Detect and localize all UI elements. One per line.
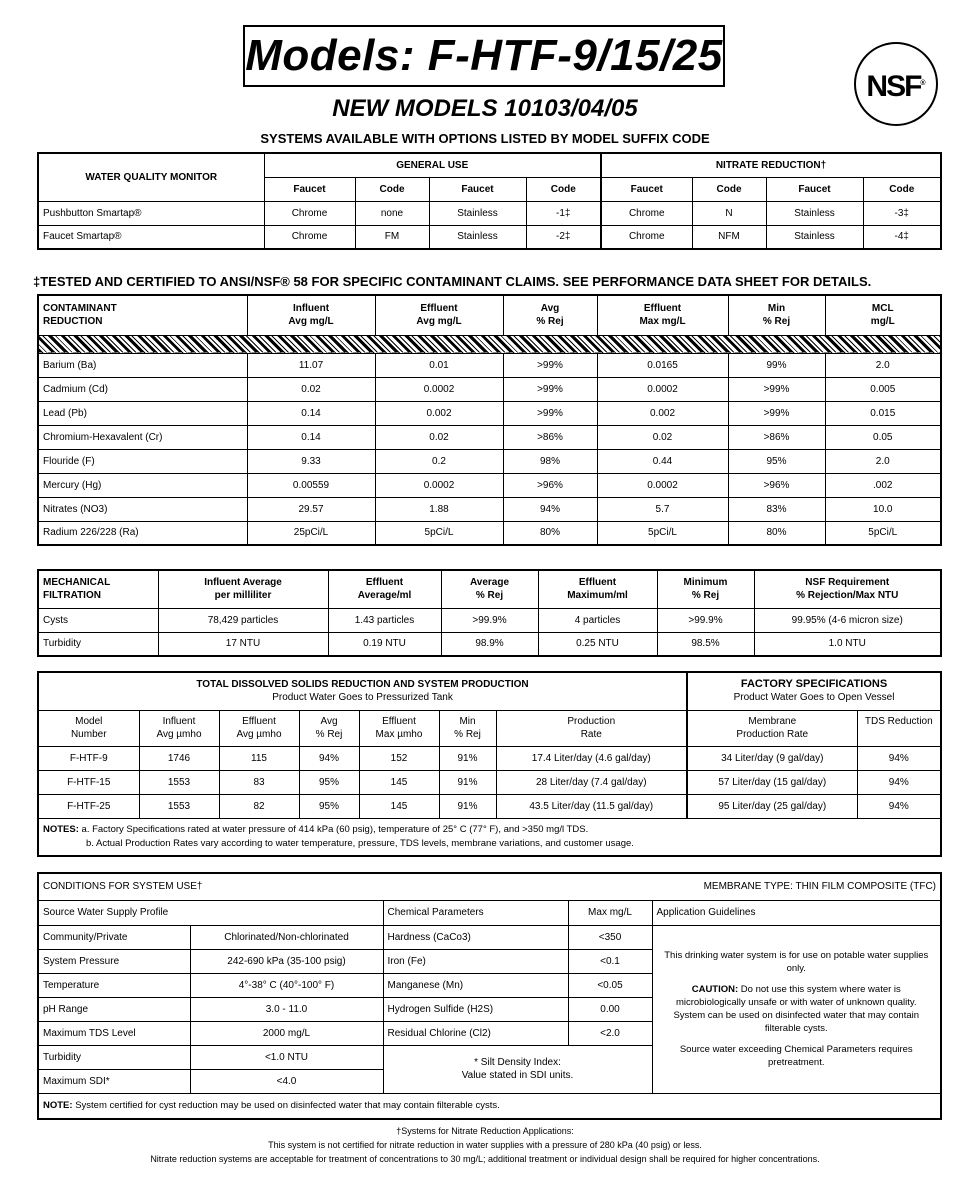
note-label: NOTE:	[43, 1100, 73, 1112]
application-guidelines	[652, 925, 941, 1093]
header-cell	[38, 570, 158, 608]
app-caution	[663, 983, 931, 1035]
cell: Stainless	[766, 201, 863, 225]
header-line-1: Effluent	[643, 303, 682, 315]
cell: 3.0 - 11.0	[190, 997, 383, 1021]
header-line-1: Influent	[292, 303, 330, 315]
cell: 5pCi/L	[597, 521, 728, 545]
cell: <350	[568, 925, 652, 949]
cell: pH Range	[38, 997, 190, 1021]
cell: 94%	[503, 497, 597, 521]
header-line-1: Influent	[162, 716, 196, 727]
header-line-2: % Rej	[315, 729, 343, 740]
table-row	[38, 225, 941, 249]
footer-line-2: This system is not certified for nitrate reduction in water supplies with a pressure of 280 kPa (40 psig) or less.	[268, 1140, 702, 1150]
cell: Nitrates (NO3)	[38, 497, 247, 521]
cell: Lead (Pb)	[38, 401, 247, 425]
table-row	[38, 770, 941, 794]
cell: -4‡	[863, 225, 941, 249]
header-cell	[657, 570, 754, 608]
cell: Stainless	[429, 201, 526, 225]
cell: >86%	[728, 425, 825, 449]
cell: -2‡	[526, 225, 601, 249]
cell: 98.5%	[657, 632, 754, 656]
header-line-1: Influent Average	[204, 577, 282, 589]
cell: Hardness (CaCo3)	[383, 925, 568, 949]
header-line-2: % Rej	[454, 729, 481, 740]
header-line-1: Effluent	[578, 577, 617, 589]
cell: F-HTF-15	[38, 770, 139, 794]
note-a: a. Factory Specifications rated at water pressure of 414 kPa (60 psig), temperature of 25° C (77° F), and >350 mg/l TDS.	[81, 823, 589, 835]
cell: 95%	[728, 449, 825, 473]
header-cell	[247, 295, 375, 335]
cell: <2.0	[568, 1021, 652, 1045]
source-header: Source Water Supply Profile	[38, 900, 383, 925]
cell: Faucet Smartap®	[38, 225, 264, 249]
tds-title-cell	[38, 672, 687, 710]
cell: 4 particles	[538, 608, 657, 632]
cell: Turbidity	[38, 1045, 190, 1069]
cell: Iron (Fe)	[383, 949, 568, 973]
cell: 0.0165	[597, 353, 728, 377]
header-line-1: CONTAMINANT	[43, 303, 117, 315]
cell: 0.005	[825, 377, 941, 401]
cell: <0.05	[568, 973, 652, 997]
cell: 43.5 Liter/day (11.5 gal/day)	[496, 794, 687, 818]
cell: 4°-38° C (40°-100° F)	[190, 973, 383, 997]
header-line-1: MCL	[871, 303, 894, 315]
cell: >99.9%	[441, 608, 538, 632]
cell: 0.0002	[375, 473, 503, 497]
sdi-note-2: Value stated in SDI units.	[461, 1070, 574, 1081]
cell: Radium 226/228 (Ra)	[38, 521, 247, 545]
page-title: Models: F-HTF-9/15/25	[243, 25, 725, 87]
tds-table	[37, 671, 942, 857]
general-use-header: GENERAL USE	[264, 153, 601, 177]
sub-header: Code	[355, 177, 429, 201]
cell: 95 Liter/day (25 gal/day)	[687, 794, 857, 818]
cell: 99.95% (4-6 micron size)	[754, 608, 941, 632]
header-cell	[441, 570, 538, 608]
cell: Mercury (Hg)	[38, 473, 247, 497]
cell: 80%	[728, 521, 825, 545]
header-cell	[328, 570, 441, 608]
header-cell	[439, 710, 496, 746]
header-cell	[687, 710, 857, 746]
cell: 1.43 particles	[328, 608, 441, 632]
header-line-2: per milliliter	[214, 590, 272, 602]
notes-label: NOTES:	[43, 823, 79, 835]
cell: 0.2	[375, 449, 503, 473]
cell: Maximum TDS Level	[38, 1021, 190, 1045]
header-line-2: Max µmho	[375, 729, 423, 740]
caution-label: CAUTION:	[691, 984, 739, 995]
header-cell	[299, 710, 359, 746]
cell: 0.02	[247, 377, 375, 401]
factory-title-cell	[687, 672, 941, 710]
tds-notes	[38, 818, 941, 856]
sub-header: Faucet	[766, 177, 863, 201]
cell: 0.25 NTU	[538, 632, 657, 656]
app-text-2: Source water exceeding Chemical Parameters requires pretreatment.	[679, 1044, 913, 1068]
header-line-1: NSF Requirement	[805, 577, 890, 589]
cell: 145	[359, 770, 439, 794]
table-row	[38, 925, 941, 949]
hatched-divider	[38, 335, 941, 353]
cell: Maximum SDI*	[38, 1069, 190, 1093]
header-line-1: Average	[469, 577, 510, 589]
header-cell	[375, 295, 503, 335]
header-line-1: Membrane	[748, 716, 797, 727]
sub-header: Faucet	[601, 177, 692, 201]
cell: 91%	[439, 794, 496, 818]
cell: >99%	[503, 353, 597, 377]
header-cell	[597, 295, 728, 335]
nsf-logo-text: NSF	[866, 70, 921, 103]
footer-line-1: †Systems for Nitrate Reduction Applications:	[396, 1126, 574, 1136]
cell: 10.0	[825, 497, 941, 521]
factory-subtitle: Product Water Goes to Open Vessel	[733, 692, 895, 704]
header-line-2: % Rej	[475, 590, 504, 602]
cell: >99%	[503, 401, 597, 425]
header-line-2: % Rej	[536, 316, 564, 328]
cell: Stainless	[766, 225, 863, 249]
cell: 78,429 particles	[158, 608, 328, 632]
cell: N	[692, 201, 766, 225]
factory-title: FACTORY SPECIFICATIONS	[740, 678, 888, 691]
cell: 5.7	[597, 497, 728, 521]
table-row	[38, 608, 941, 632]
header-cell	[754, 570, 941, 608]
cell: >86%	[503, 425, 597, 449]
cell: Turbidity	[38, 632, 158, 656]
cell: Chrome	[264, 201, 355, 225]
caution-text: Do not use this system where water is microbiologically unsafe or with water of unknown quality. System can be used on disinfected water that may contain filterable cysts.	[673, 984, 920, 1034]
cell: .002	[825, 473, 941, 497]
header-line-1: Model	[75, 716, 103, 727]
header-line-1: Avg	[540, 303, 560, 315]
cell: 145	[359, 794, 439, 818]
header-cell: TDS Reduction	[857, 710, 941, 746]
cell: 1.0 NTU	[754, 632, 941, 656]
cell: Chlorinated/Non-chlorinated	[190, 925, 383, 949]
header-line-2: Avg µmho	[236, 729, 282, 740]
cell: FM	[355, 225, 429, 249]
header-cell	[728, 295, 825, 335]
cell: Chrome	[601, 225, 692, 249]
header-cell	[503, 295, 597, 335]
monitor-corner: WATER QUALITY MONITOR	[38, 153, 264, 201]
cell: 29.57	[247, 497, 375, 521]
conditions-title: CONDITIONS FOR SYSTEM USE†	[43, 881, 203, 893]
cell: 17 NTU	[158, 632, 328, 656]
header-line-1: Effluent	[420, 303, 458, 315]
cell: Flouride (F)	[38, 449, 247, 473]
sub-header: Faucet	[264, 177, 355, 201]
cell: 11.07	[247, 353, 375, 377]
note-b: b. Actual Production Rates vary according to water temperature, pressure, TDS levels, membrane variations, and customer usage.	[86, 837, 634, 849]
cell: -1‡	[526, 201, 601, 225]
cell: 94%	[857, 794, 941, 818]
header-line-2: FILTRATION	[43, 590, 101, 602]
cell: >99%	[728, 401, 825, 425]
cell: 152	[359, 746, 439, 770]
table-row	[38, 201, 941, 225]
header-line-2: % Rejection/Max NTU	[796, 590, 899, 602]
cell: 0.14	[247, 401, 375, 425]
table-row	[38, 632, 941, 656]
cell: >96%	[728, 473, 825, 497]
cell: Cadmium (Cd)	[38, 377, 247, 401]
app-text-1: This drinking water system is for use on potable water supplies only.	[664, 950, 929, 974]
header-line-2: Avg mg/L	[416, 316, 462, 328]
table-row	[38, 746, 941, 770]
cell: -3‡	[863, 201, 941, 225]
sdi-note	[383, 1045, 652, 1093]
cell: 82	[219, 794, 299, 818]
header-line-2: Production Rate	[736, 729, 809, 740]
header-line-2: % Rej	[762, 316, 791, 328]
footer-line-3: Nitrate reduction systems are acceptable for treatment of concentrations to 30 mg/L; additional treatment or individual design shall be required for higher concentrations.	[150, 1154, 820, 1164]
header-line-1: Effluent	[242, 716, 276, 727]
sdi-note-1: * Silt Density Index:	[474, 1057, 561, 1068]
header-row	[38, 295, 941, 335]
cell: Hydrogen Sulfide (H2S)	[383, 997, 568, 1021]
header-cell	[538, 570, 657, 608]
header-cell	[38, 295, 247, 335]
cell: 9.33	[247, 449, 375, 473]
cell: 2.0	[825, 353, 941, 377]
header-cell	[219, 710, 299, 746]
header-line-1: Production	[567, 716, 616, 727]
cell: 94%	[857, 770, 941, 794]
cell: >99.9%	[657, 608, 754, 632]
header-row	[38, 710, 941, 746]
header-line-1: Min	[459, 716, 476, 727]
cell: 1553	[139, 770, 219, 794]
header-row	[38, 570, 941, 608]
cell: Manganese (Mn)	[383, 973, 568, 997]
conditions-table	[37, 872, 942, 1120]
header-line-1: Effluent	[382, 716, 416, 727]
cell: 17.4 Liter/day (4.6 gal/day)	[496, 746, 687, 770]
header-line-1: MECHANICAL	[43, 577, 111, 589]
nitrate-header: NITRATE REDUCTION†	[601, 153, 941, 177]
membrane-type: MEMBRANE TYPE: THIN FILM COMPOSITE (TFC)	[703, 881, 937, 893]
cell: 83%	[728, 497, 825, 521]
cell: 0.44	[597, 449, 728, 473]
table-row	[38, 449, 941, 473]
nsf-logo: NSF®	[854, 42, 938, 126]
cell: 0.002	[375, 401, 503, 425]
sub-header: Code	[526, 177, 601, 201]
options-heading: SYSTEMS AVAILABLE WITH OPTIONS LISTED BY MODEL SUFFIX CODE	[260, 131, 710, 146]
cell: 0.0002	[597, 377, 728, 401]
mechanical-table	[37, 569, 942, 657]
table-row	[38, 401, 941, 425]
header-line-1: Min	[767, 303, 786, 315]
header-line-1: Minimum	[683, 577, 728, 589]
cell: 34 Liter/day (9 gal/day)	[687, 746, 857, 770]
cell: 2.0	[825, 449, 941, 473]
table-row	[38, 794, 941, 818]
cell: 0.00	[568, 997, 652, 1021]
cell: 115	[219, 746, 299, 770]
header-line-2: Avg µmho	[156, 729, 202, 740]
cell: 5pCi/L	[825, 521, 941, 545]
cell: Chrome	[264, 225, 355, 249]
cell: 1.88	[375, 497, 503, 521]
sub-header: Faucet	[429, 177, 526, 201]
cell: 242-690 kPa (35-100 psig)	[190, 949, 383, 973]
header-line-1: Effluent	[365, 577, 404, 589]
cell: 0.14	[247, 425, 375, 449]
cell: 0.002	[597, 401, 728, 425]
header-cell	[158, 570, 328, 608]
app-header: Application Guidelines	[652, 900, 941, 925]
cell: F-HTF-25	[38, 794, 139, 818]
cell: 28 Liter/day (7.4 gal/day)	[496, 770, 687, 794]
header-cell	[825, 295, 941, 335]
header-line-2: Rate	[580, 729, 602, 740]
cell: >99%	[503, 377, 597, 401]
cell: 95%	[299, 794, 359, 818]
header-line-2: Number	[70, 729, 107, 740]
cell: none	[355, 201, 429, 225]
table-row	[38, 425, 941, 449]
header-line-2: Average/ml	[357, 590, 412, 602]
cell: NFM	[692, 225, 766, 249]
cell: Community/Private	[38, 925, 190, 949]
header-line-2: Maximum/ml	[567, 590, 628, 602]
cell: 0.02	[375, 425, 503, 449]
header-line-2: Avg mg/L	[288, 316, 334, 328]
table-row	[38, 521, 941, 545]
cell: 1553	[139, 794, 219, 818]
cell: >96%	[503, 473, 597, 497]
cell: 94%	[857, 746, 941, 770]
header-cell	[38, 710, 139, 746]
cell: 0.0002	[375, 377, 503, 401]
contaminant-table	[37, 294, 942, 546]
cell: Cysts	[38, 608, 158, 632]
max-header: Max mg/L	[568, 900, 652, 925]
conditions-title-row	[38, 873, 941, 900]
cell: >99%	[728, 377, 825, 401]
cell: 0.0002	[597, 473, 728, 497]
cell: 0.015	[825, 401, 941, 425]
header-cell	[359, 710, 439, 746]
sub-header: Code	[692, 177, 766, 201]
cell: 1746	[139, 746, 219, 770]
new-models-heading: NEW MODELS 10103/04/05	[332, 95, 638, 122]
cell: 0.01	[375, 353, 503, 377]
sub-header: Code	[863, 177, 941, 201]
table-row	[38, 497, 941, 521]
cell: 0.00559	[247, 473, 375, 497]
cell: Pushbutton Smartap®	[38, 201, 264, 225]
tds-title: TOTAL DISSOLVED SOLIDS REDUCTION AND SYSTEM PRODUCTION	[196, 679, 529, 691]
header-line-2: mg/L	[870, 316, 895, 328]
cell: 91%	[439, 746, 496, 770]
cell: Chromium-Hexavalent (Cr)	[38, 425, 247, 449]
cell: 98%	[503, 449, 597, 473]
cell: 95%	[299, 770, 359, 794]
cell: 57 Liter/day (15 gal/day)	[687, 770, 857, 794]
cell: 0.05	[825, 425, 941, 449]
cell: Chrome	[601, 201, 692, 225]
header-cell	[496, 710, 687, 746]
cell: Temperature	[38, 973, 190, 997]
cell: 25pCi/L	[247, 521, 375, 545]
table-row	[38, 353, 941, 377]
cell: 94%	[299, 746, 359, 770]
cell: <1.0 NTU	[190, 1045, 383, 1069]
cell: 0.02	[597, 425, 728, 449]
table-row	[38, 377, 941, 401]
cell: 5pCi/L	[375, 521, 503, 545]
cell: 83	[219, 770, 299, 794]
note-text: System certified for cyst reduction may be used on disinfected water that may contain filterable cysts.	[72, 1100, 500, 1112]
cell: Stainless	[429, 225, 526, 249]
header-cell	[139, 710, 219, 746]
cell: 91%	[439, 770, 496, 794]
chem-header: Chemical Parameters	[383, 900, 568, 925]
cell: Barium (Ba)	[38, 353, 247, 377]
conditions-note	[38, 1093, 941, 1119]
cell: 2000 mg/L	[190, 1021, 383, 1045]
cell: System Pressure	[38, 949, 190, 973]
header-line-2: % Rej	[691, 590, 720, 602]
cell: 80%	[503, 521, 597, 545]
certification-line: ‡TESTED AND CERTIFIED TO ANSI/NSF® 58 FOR SPECIFIC CONTAMINANT CLAIMS. SEE PERFORMANCE DATA SHEET FOR DETAILS.	[33, 274, 872, 289]
table-row	[38, 473, 941, 497]
cell: Residual Chlorine (Cl2)	[383, 1021, 568, 1045]
header-line-1: Avg	[320, 716, 338, 727]
cell: <0.1	[568, 949, 652, 973]
header-line-2: REDUCTION	[43, 316, 103, 328]
cell: 99%	[728, 353, 825, 377]
cell: 0.19 NTU	[328, 632, 441, 656]
monitor-table	[37, 152, 942, 250]
header-line-2: Max mg/L	[639, 316, 686, 328]
cell: 98.9%	[441, 632, 538, 656]
tds-subtitle: Product Water Goes to Pressurized Tank	[272, 692, 453, 704]
cell: F-HTF-9	[38, 746, 139, 770]
cell: <4.0	[190, 1069, 383, 1093]
